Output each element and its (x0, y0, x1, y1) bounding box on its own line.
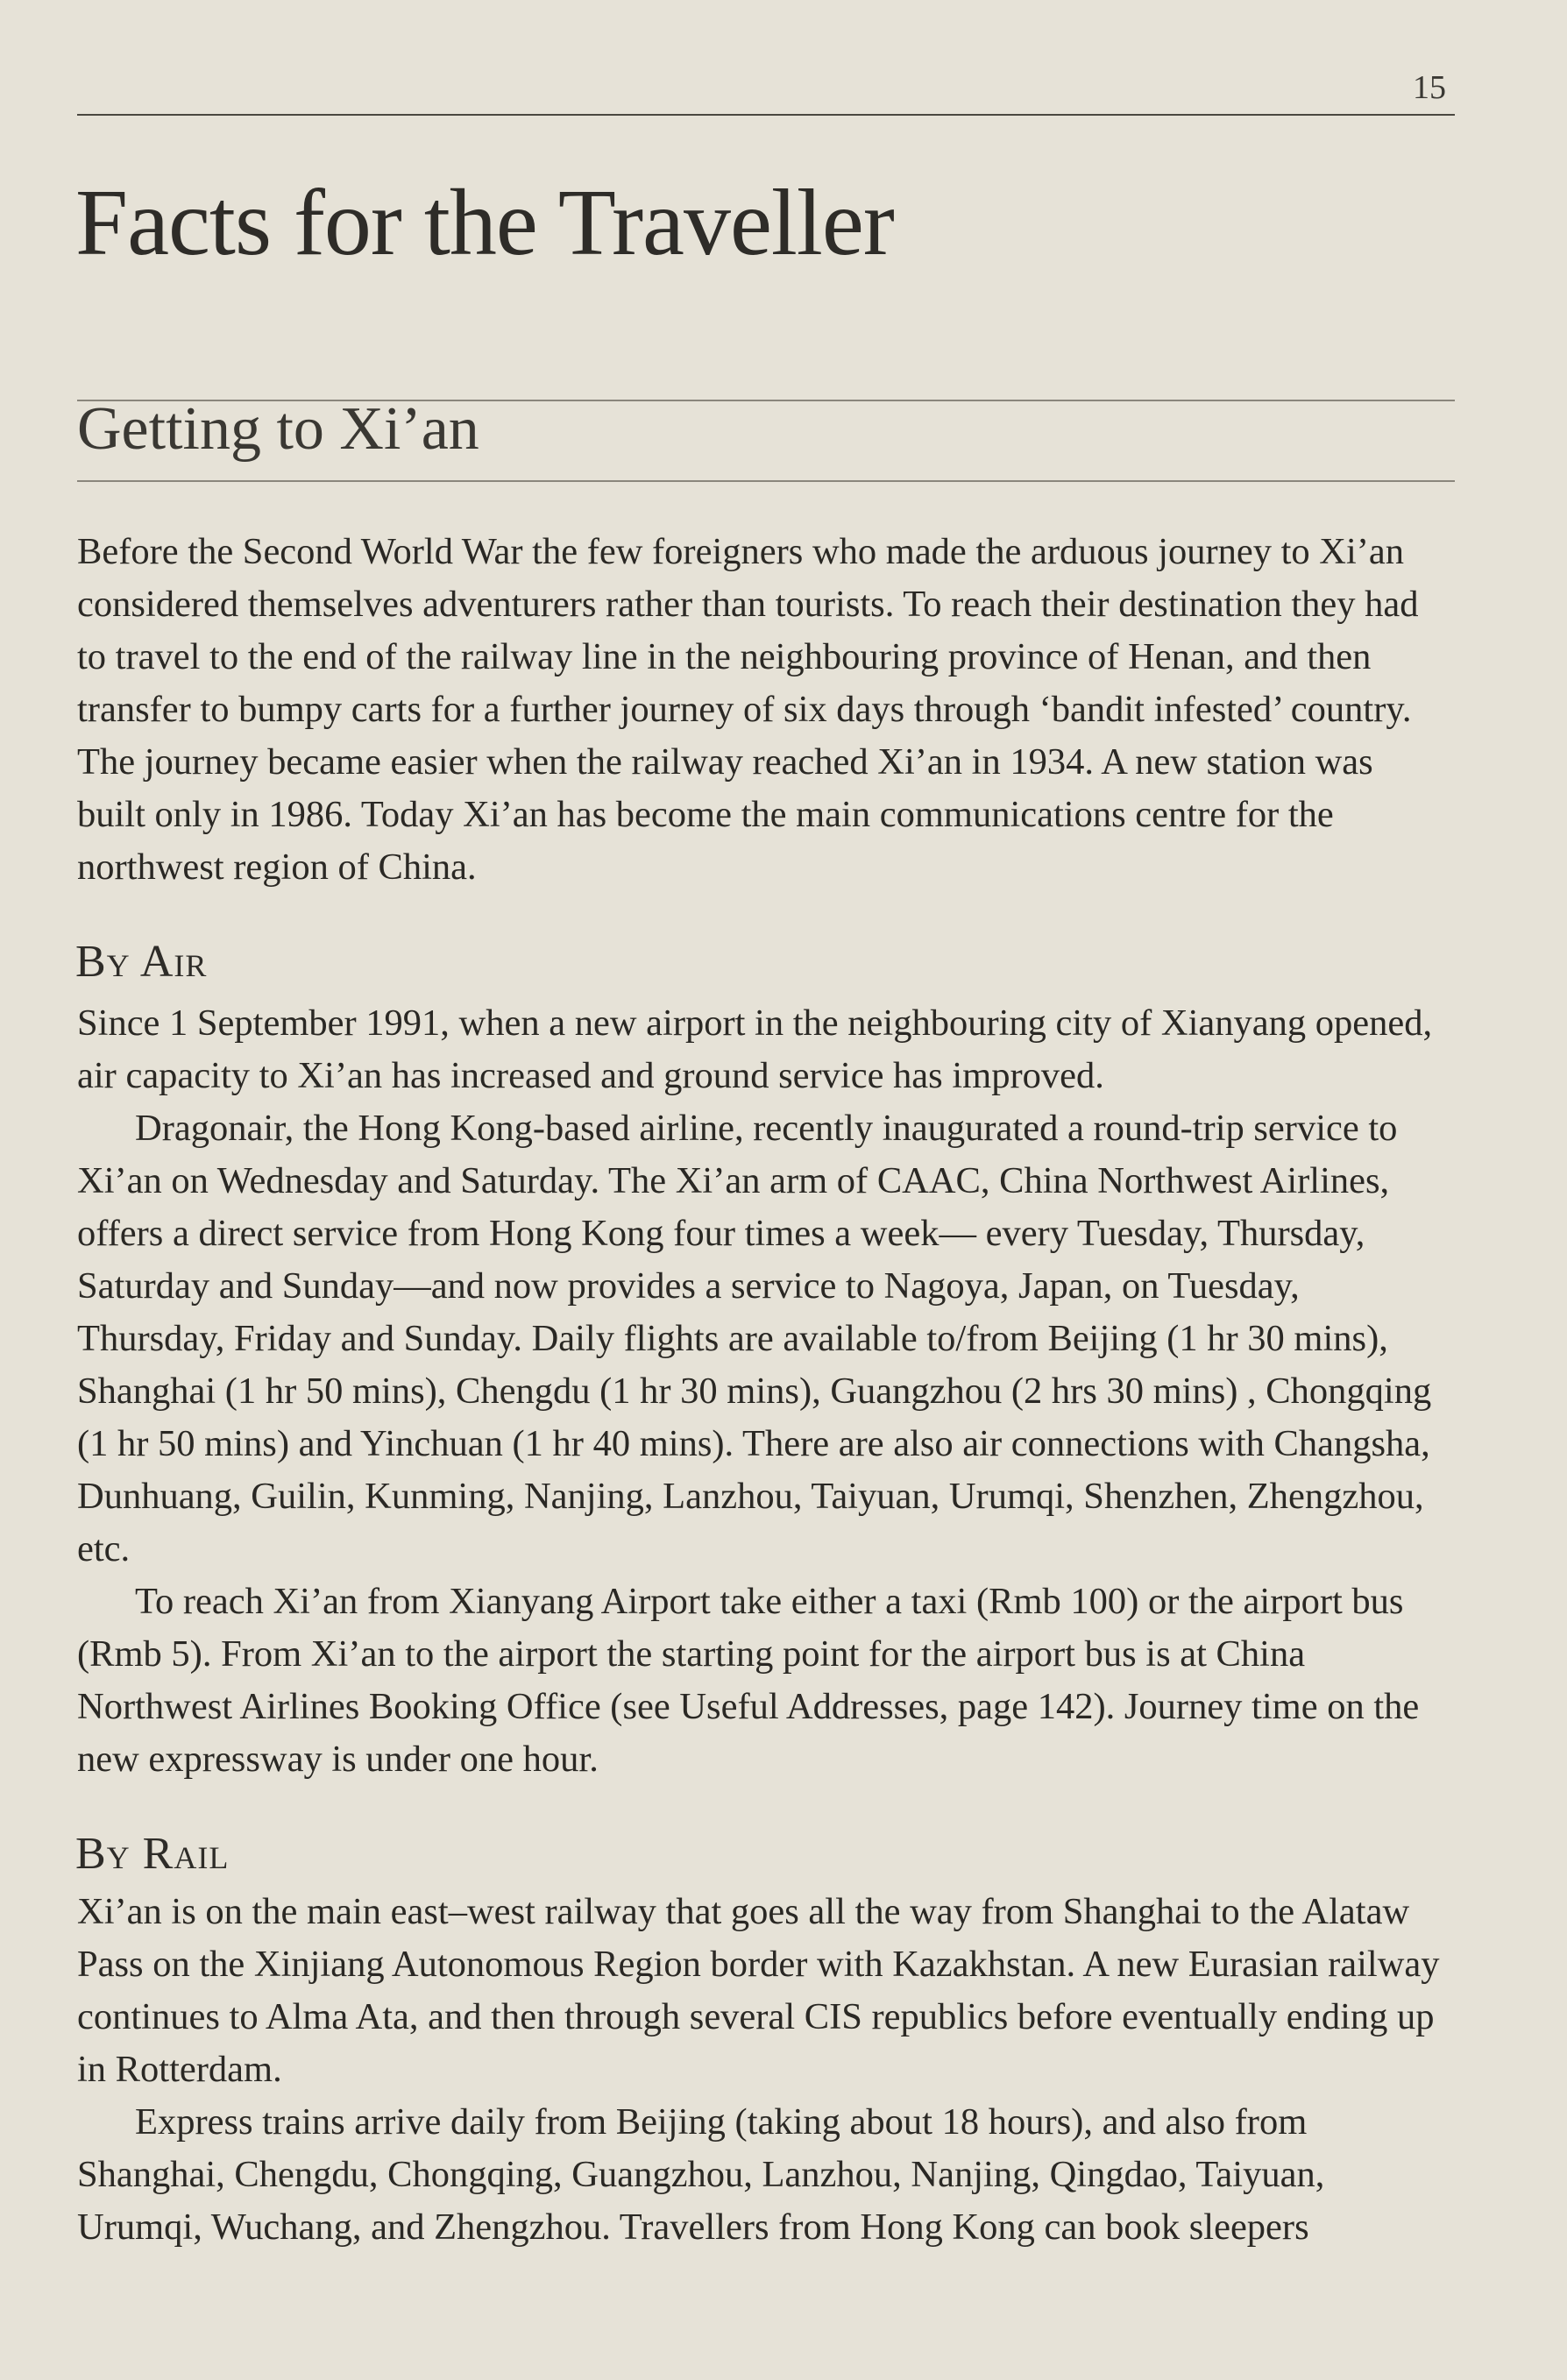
by-rail-paragraph: Express trains arrive daily from Beijing (taking about 18 hours), and also from Shanghai, Chengdu, Chongqing, Guangzhou, Lanzhou, Nanjing, Qingdao, Taiyuan, Urumqi, Wuchang, and Zhengzhou. Travellers from Hong Kong can book sleepers (77, 2101, 1325, 2248)
intro-paragraph (77, 526, 1444, 894)
by-rail-paragraph: Xi’an is on the main east–west railway that goes all the way from Shanghai to the Alataw Pass on the Xinjiang Autonomous Region border with Kazakhstan. A new Eurasian railway continues to Alma Ata, and then through several CIS republics before eventually ending up in Rotterdam. (77, 1891, 1440, 2090)
intro-text: Before the Second World War the few foreigners who made the arduous journey to Xi’an considered themselves adventurers rather than tourists. To reach their destination they had to travel to the end of the railway line in the neighbouring province of Henan, and then transfer to bumpy carts for a further journey of six days through ‘bandit infested’ country. The journey became easier when the railway reached Xi’an in 1934. A new station was built only in 1986. Today Xi’an has become the main communications centre for the northwest region of China. (77, 531, 1419, 888)
header-rule (77, 114, 1455, 116)
page-number: 15 (1413, 69, 1446, 106)
by-air-paragraph: Dragonair, the Hong Kong-based airline, recently inaugurated a round-trip service to Xi’an on Wednesday and Saturday. The Xi’an arm of CAAC, China Northwest Airlines, offers a direct service from Hong Kong four times a week— every Tuesday, Thursday, Saturday and Sunday—and now provides a service to Nagoya, Japan, on Tuesday, Thursday, Friday and Sunday. Daily flights are available to/from Beijing (1 hr 30 mins), Shanghai (1 hr 50 mins), Chengdu (1 hr 30 mins), Guangzhou (2 hrs 30 mins) , Chongqing (1 hr 50 mins) and Yinchuan (1 hr 40 mins). There are also air connections with Changsha, Dunhuang, Guilin, Kunming, Nanjing, Lanzhou, Taiyuan, Urumqi, Shenzhen, Zhengzhou, etc. (77, 1108, 1432, 1569)
by-air-section (77, 997, 1444, 1786)
section-rule-bottom (77, 480, 1455, 482)
chapter-title: Facts for the Traveller (75, 171, 894, 275)
by-rail-heading: By Rail (75, 1829, 230, 1879)
section-heading: Getting to Xi’an (77, 395, 479, 463)
by-rail-section (77, 1886, 1444, 2254)
by-air-paragraph: Since 1 September 1991, when a new airport in the neighbouring city of Xianyang opened, air capacity to Xi’an has increased and ground service has improved. (77, 1002, 1433, 1096)
by-air-paragraph: To reach Xi’an from Xianyang Airport take either a taxi (Rmb 100) or the airport bus (Rmb 5). From Xi’an to the airport the starting point for the airport bus is at China Northwest Airlines Booking Office (see Useful Addresses, page 142). Journey time on the new expressway is under one hour. (77, 1581, 1420, 1780)
by-air-heading: By Air (75, 937, 208, 987)
